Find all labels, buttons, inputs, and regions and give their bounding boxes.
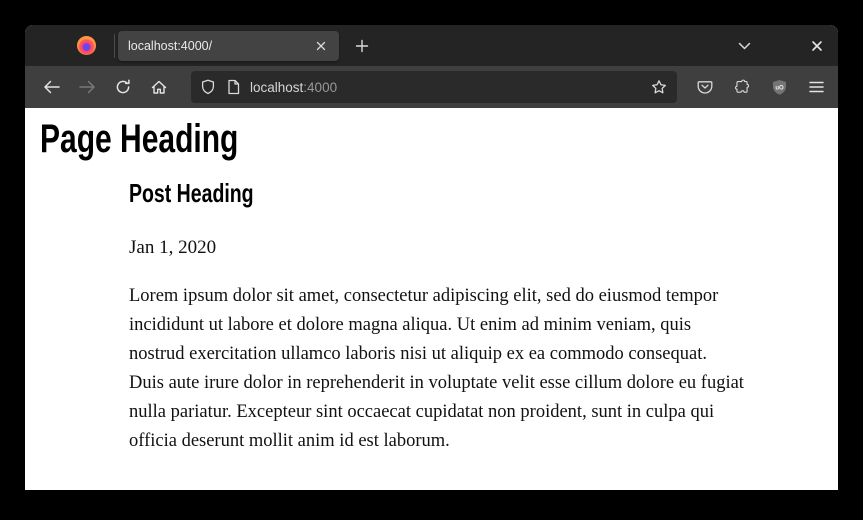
- post-body-line: officia deserunt mollit anim id est laborum.: [129, 431, 450, 451]
- page-info-icon[interactable]: [227, 79, 240, 95]
- new-tab-button[interactable]: [349, 33, 375, 59]
- browser-window: [25, 25, 838, 490]
- url-host: localhost: [250, 79, 304, 95]
- extensions-puzzle-icon[interactable]: [728, 73, 756, 101]
- tab-separator: [114, 34, 115, 58]
- svg-text:uO: uO: [774, 84, 784, 91]
- post-title: [129, 178, 838, 208]
- list-all-tabs-chevron-down-icon[interactable]: [731, 33, 757, 59]
- menu-hamburger-icon[interactable]: [802, 73, 830, 101]
- tab-title: localhost:4000/: [128, 38, 213, 53]
- post-body-line: incididunt ut labore et dolore magna aliqua. Ut enim ad minim veniam, quis: [129, 315, 692, 335]
- url-port: :4000: [303, 79, 338, 95]
- window-close-icon[interactable]: [804, 33, 830, 59]
- back-button[interactable]: [37, 73, 65, 101]
- pocket-icon[interactable]: [691, 73, 719, 101]
- url-text[interactable]: [250, 80, 337, 95]
- ublock-origin-shield-icon[interactable]: [765, 73, 793, 101]
- page-title-text: Page Heading: [40, 117, 239, 161]
- post-body-line: Lorem ipsum dolor sit amet, consectetur adipiscing elit, sed do eiusmod tempor: [129, 286, 719, 306]
- post-body: [129, 282, 838, 456]
- post-article: [129, 178, 838, 456]
- forward-button[interactable]: [73, 73, 101, 101]
- active-tab[interactable]: [118, 31, 339, 61]
- bookmark-star-icon[interactable]: [651, 79, 667, 95]
- post-body-line: nostrud exercitation ullamco laboris nisi ut aliquip ex ea commodo consequat.: [129, 344, 707, 364]
- post-title-text: Post Heading: [129, 178, 254, 208]
- firefox-logo-icon[interactable]: [77, 36, 96, 55]
- navigation-toolbar: [25, 66, 838, 108]
- reload-button[interactable]: [109, 73, 137, 101]
- home-button[interactable]: [145, 73, 173, 101]
- post-date: Jan 1, 2020: [129, 237, 217, 258]
- post-body-line: nulla pariatur. Excepteur sint occaecat cupidatat non proident, sunt in culpa qui: [129, 402, 715, 422]
- page-viewport: [25, 108, 838, 490]
- tracking-protection-shield-icon[interactable]: [201, 79, 215, 95]
- page-title: [40, 116, 838, 162]
- tab-bar: [25, 25, 838, 66]
- post-body-line: Duis aute irure dolor in reprehenderit in voluptate velit esse cillum dolore eu fugiat: [129, 373, 744, 393]
- tab-close-icon[interactable]: [311, 36, 331, 56]
- url-bar[interactable]: [191, 71, 677, 103]
